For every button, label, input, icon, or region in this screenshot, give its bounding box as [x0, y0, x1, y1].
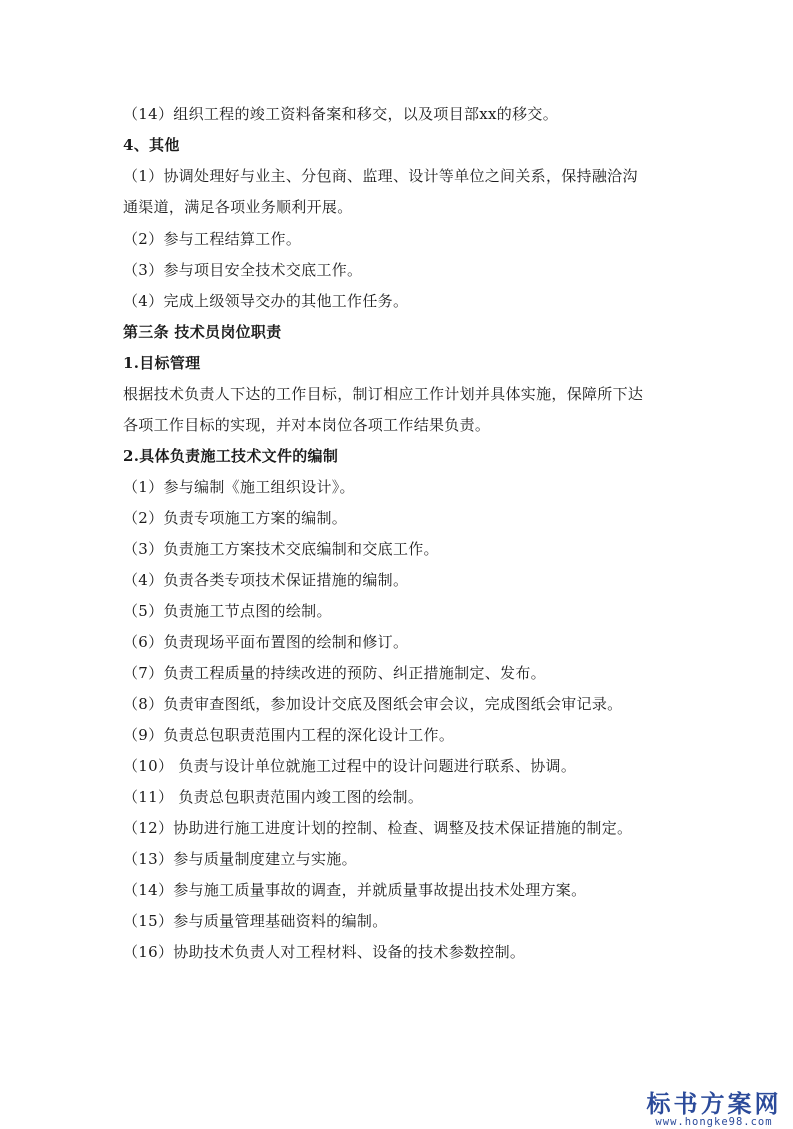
watermark-url: www.hongke98.com — [655, 1116, 773, 1128]
paragraph-line: （3）负责施工方案技术交底编制和交底工作。 — [123, 540, 439, 558]
paragraph-line: （13）参与质量制度建立与实施。 — [123, 850, 357, 868]
section-heading: 4、其他 — [123, 136, 180, 154]
paragraph-line: （2）负责专项施工方案的编制。 — [123, 509, 348, 527]
paragraph-line: （8）负责审查图纸，参加设计交底及图纸会审会议，完成图纸会审记录。 — [123, 695, 623, 713]
paragraph-line: （15）参与质量管理基础资料的编制。 — [123, 912, 388, 930]
paragraph-line: 通渠道，满足各项业务顺利开展。 — [123, 198, 353, 216]
paragraph-line: （4）负责各类专项技术保证措施的编制。 — [123, 571, 409, 589]
section-heading: 1.目标管理 — [123, 354, 201, 372]
paragraph-line: （2）参与工程结算工作。 — [123, 230, 302, 248]
paragraph-line: （1）协调处理好与业主、分包商、监理、设计等单位之间关系，保持融洽沟 — [123, 167, 638, 185]
paragraph-line: （14）组织工程的竣工资料备案和移交，以及项目部xx的移交。 — [123, 105, 559, 123]
paragraph-line: （7）负责工程质量的持续改进的预防、纠正措施制定、发布。 — [123, 664, 546, 682]
paragraph-line: （1）参与编制《施工组织设计》。 — [123, 478, 355, 496]
paragraph-line: （14）参与施工质量事故的调查，并就质量事故提出技术处理方案。 — [123, 881, 587, 899]
paragraph-line: （12）协助进行施工进度计划的控制、检查、调整及技术保证措施的制定。 — [123, 819, 633, 837]
paragraph-line: （5）负责施工节点图的绘制。 — [123, 602, 332, 620]
paragraph-line: 各项工作目标的实现，并对本岗位各项工作结果负责。 — [123, 416, 491, 434]
paragraph-line: （16）协助技术负责人对工程材料、设备的技术参数控制。 — [123, 943, 526, 961]
section-heading: 2.具体负责施工技术文件的编制 — [123, 447, 339, 465]
paragraph-line: （10） 负责与设计单位就施工过程中的设计问题进行联系、协调。 — [123, 757, 577, 775]
paragraph-line: （6）负责现场平面布置图的绘制和修订。 — [123, 633, 409, 651]
watermark-title: 标书方案网 — [646, 1090, 782, 1118]
paragraph-line: 根据技术负责人下达的工作目标，制订相应工作计划并具体实施，保障所下达 — [123, 385, 644, 403]
paragraph-line: （9）负责总包职责范围内工程的深化设计工作。 — [123, 726, 455, 744]
section-heading: 第三条 技术员岗位职责 — [123, 323, 282, 341]
paragraph-line: （11） 负责总包职责范围内竣工图的绘制。 — [123, 788, 424, 806]
paragraph-line: （4）完成上级领导交办的其他工作任务。 — [123, 292, 409, 310]
paragraph-line: （3）参与项目安全技术交底工作。 — [123, 261, 363, 279]
watermark-logo — [642, 1092, 786, 1129]
